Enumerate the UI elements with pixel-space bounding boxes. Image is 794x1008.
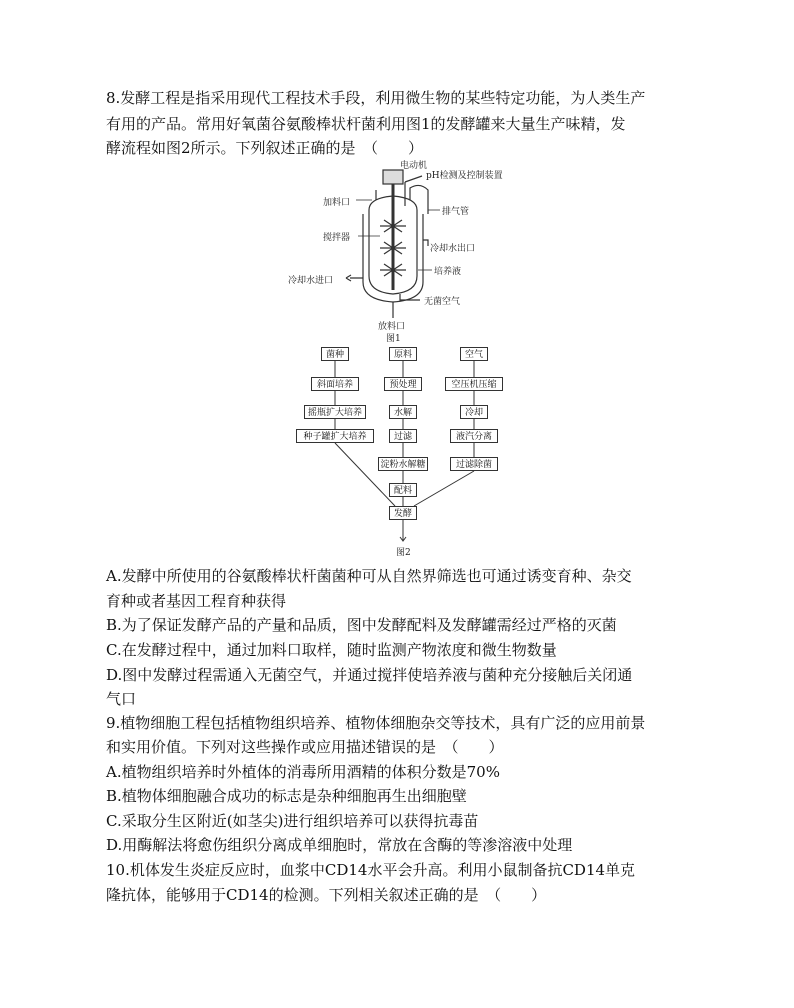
q10-stem-line1: 10.机体发生炎症反应时，血浆中CD14水平会升高。利用小鼠制备抗CD14单克 bbox=[106, 861, 636, 879]
fig1-coolout-label: 冷却水出口 bbox=[430, 244, 476, 254]
fig2-col1-box: 种子罐扩大培养 bbox=[296, 429, 374, 443]
q8-option-a-line1: A.发酵中所使用的谷氨酸棒状杆菌菌种可从自然界筛选也可通过诱变育种、杂交 bbox=[106, 567, 632, 585]
q9-option-d: D.用酶解法将愈伤组织分离成单细胞时，常放在含酶的等渗溶液中处理 bbox=[106, 836, 573, 854]
fig1-ph-label: pH检测及控制装置 bbox=[426, 171, 503, 181]
fig1-medium-label: 培养液 bbox=[434, 267, 462, 277]
q8-stem-line3: 酵流程如图2所示。下列叙述正确的是 （ ） bbox=[106, 139, 424, 157]
fig1-motor-label: 电动机 bbox=[400, 161, 428, 171]
fig2-col2-box: 原料 bbox=[389, 347, 417, 361]
fig2-col3-box: 空压机压缩 bbox=[445, 377, 503, 391]
q8-option-d-line2: 气口 bbox=[106, 690, 137, 708]
fig1-caption: 图1 bbox=[386, 334, 401, 344]
q8-option-a-line2: 育种或者基因工程育种获得 bbox=[106, 592, 287, 610]
fig2-col3-box: 空气 bbox=[460, 347, 488, 361]
fig2-caption: 图2 bbox=[396, 548, 411, 558]
fig2-col3-box: 冷却 bbox=[460, 405, 488, 419]
q9-option-b: B.植物体细胞融合成功的标志是杂种细胞再生出细胞壁 bbox=[106, 787, 467, 805]
fig1-air-label: 无菌空气 bbox=[424, 297, 461, 307]
q9-option-c: C.采取分生区附近(如茎尖)进行组织培养可以获得抗毒苗 bbox=[106, 812, 479, 830]
q9-stem-line1: 9.植物细胞工程包括植物组织培养、植物体细胞杂交等技术，具有广泛的应用前景 bbox=[106, 714, 646, 732]
fig2-col3-box: 过滤除菌 bbox=[450, 457, 498, 471]
q9-stem-line2: 和实用价值。下列对这些操作或应用描述错误的是 （ ） bbox=[106, 738, 504, 756]
q8-option-b: B.为了保证发酵产品的产量和品质，图中发酵配料及发酵罐需经过严格的灭菌 bbox=[106, 616, 617, 634]
fig1-feed-label: 加料口 bbox=[323, 198, 351, 208]
fig2-col3-box: 液汽分离 bbox=[450, 429, 498, 443]
fig2-col2-box: 预处理 bbox=[384, 377, 422, 391]
q10-stem-line2: 隆抗体，能够用于CD14的检测。下列相关叙述正确的是 （ ） bbox=[106, 886, 547, 904]
q8-option-d-line1: D.图中发酵过程需通入无菌空气，并通过搅拌使培养液与菌种充分接触后关闭通 bbox=[106, 666, 633, 684]
fig1-coolin-label: 冷却水进口 bbox=[288, 276, 334, 286]
fig1-stirrer-label: 搅拌器 bbox=[323, 233, 351, 243]
fig2-ferment-box: 发酵 bbox=[389, 506, 417, 520]
fig2-mix-box: 配料 bbox=[389, 483, 417, 497]
fig2-col2-box: 水解 bbox=[389, 405, 417, 419]
fig2-col2-box: 过滤 bbox=[389, 429, 417, 443]
fig1-exhaust-label: 排气管 bbox=[442, 207, 470, 217]
q8-option-c: C.在发酵过程中，通过加料口取样，随时监测产物浓度和微生物数量 bbox=[106, 641, 557, 659]
q9-option-a: A.植物组织培养时外植体的消毒所用酒精的体积分数是70% bbox=[106, 763, 500, 781]
fig2-col1-box: 菌种 bbox=[321, 347, 349, 361]
q8-stem-line2: 有用的产品。常用好氧菌谷氨酸棒状杆菌利用图1的发酵罐来大量生产味精，发 bbox=[106, 115, 626, 133]
fig2-col2-box: 淀粉水解糖 bbox=[378, 457, 428, 471]
fig2-col1-box: 斜面培养 bbox=[311, 377, 359, 391]
fig2-col1-box: 摇瓶扩大培养 bbox=[304, 405, 366, 419]
q8-stem-line1: 8.发酵工程是指采用现代工程技术手段，利用微生物的某些特定功能，为人类生产 bbox=[106, 89, 646, 107]
fig1-outlet-label: 放料口 bbox=[378, 322, 406, 332]
